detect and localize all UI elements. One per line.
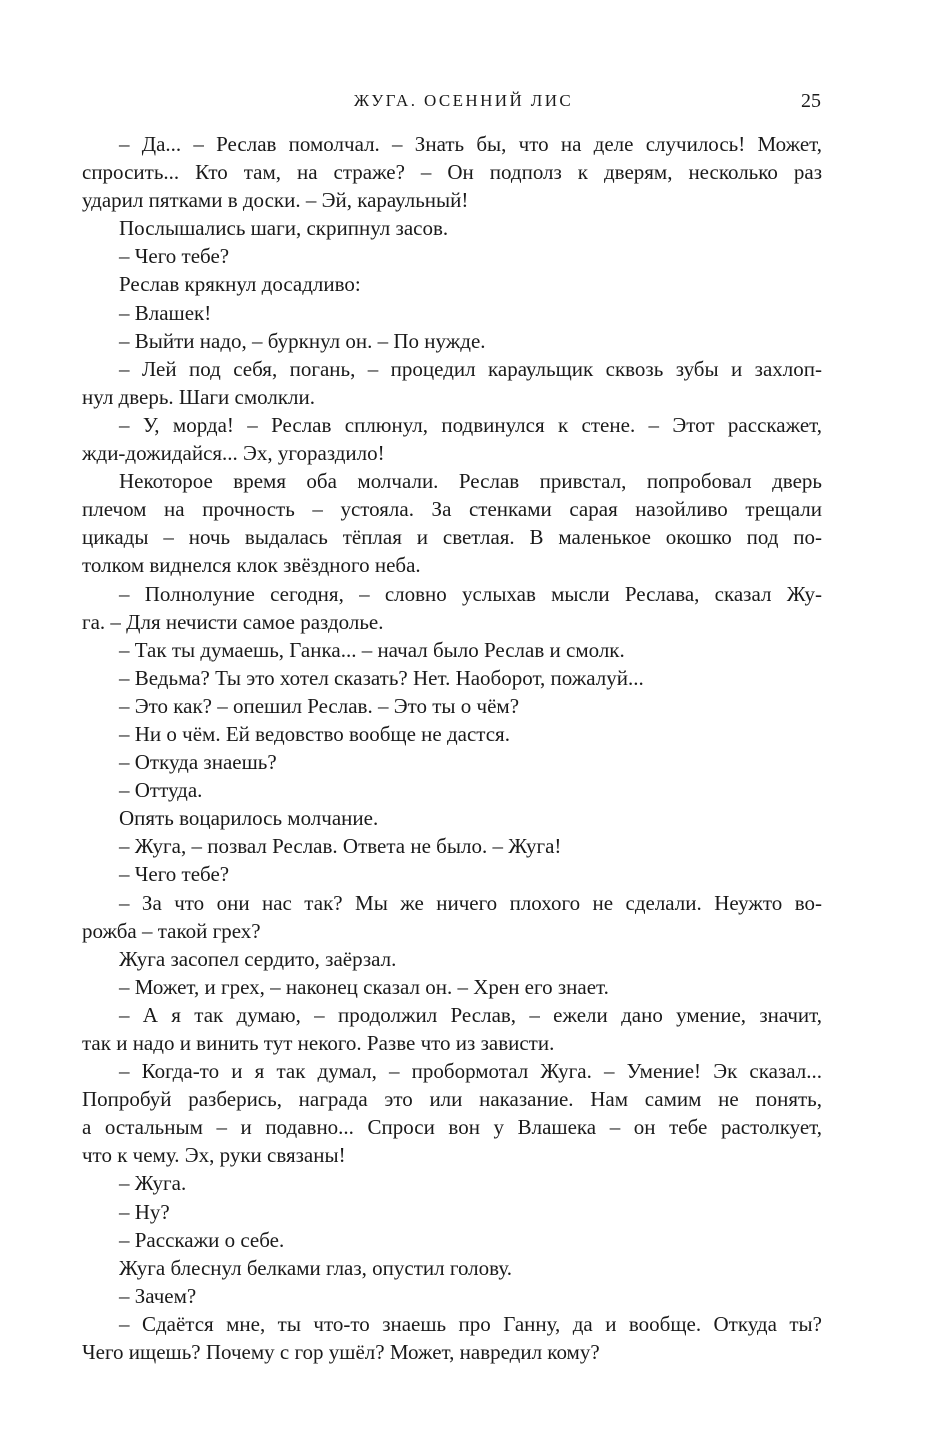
text-line: – Сдаётся мне, ты что-то знаешь про Ганну, да и вообще. Откуда ты? — [119, 1311, 822, 1336]
text-line: – Да... – Реслав помолчал. – Знать бы, что на деле случилось! Может, — [119, 132, 822, 156]
text-line: – Расскажи о себе. — [119, 1227, 285, 1252]
page-header — [0, 86, 927, 116]
text-line: Чего ищешь? Почему с гор ушёл? Может, навредил кому? — [82, 1340, 600, 1365]
body-text — [82, 130, 822, 1366]
text-line: плечом на прочность – устояла. За стенками сарая назойливо трещали — [82, 497, 822, 522]
running-title: ЖУГА. ОСЕННИЙ ЛИС — [353, 91, 574, 110]
text-line: что к чему. Эх, руки связаны! — [82, 1143, 346, 1168]
text-line: – Полнолуние сегодня, – словно услыхав мысли Реслава, сказал Жу- — [119, 581, 822, 606]
text-line: так и надо и винить тут некого. Разве что из зависти. — [82, 1031, 555, 1055]
text-line: рожба – такой грех? — [82, 918, 261, 943]
text-line: – Жуга. — [119, 1171, 187, 1196]
text-line: – Чего тебе? — [119, 244, 230, 269]
text-line: цикады – ночь выдалась тёплая и светлая. В маленькое окошко под по- — [82, 525, 822, 550]
text-line: – А я так думаю, – продолжил Реслав, – ежели дано умение, значит, — [119, 1002, 822, 1027]
text-line: – У, морда! – Реслав сплюнул, подвинулся к стене. – Этот расскажет, — [119, 412, 822, 437]
text-line: Некоторое время оба молчали. Реслав привстал, попробовал дверь — [119, 469, 822, 494]
text-line: – Ни о чём. Ей ведовство вообще не дастся. — [119, 721, 510, 746]
page-number: 25 — [801, 90, 821, 112]
text-line: га. – Для нечисти самое раздолье. — [82, 609, 384, 634]
text-line: Опять воцарилось молчание. — [119, 806, 379, 831]
text-line: – Может, и грех, – наконец сказал он. – Хрен его знает. — [119, 974, 609, 999]
text-line: – Влашек! — [119, 300, 212, 325]
text-line: толком виднелся клок звёздного неба. — [82, 553, 421, 578]
text-line: – Выйти надо, – буркнул он. – По нужде. — [119, 328, 486, 353]
text-line: Жуга засопел сердито, заёрзал. — [119, 946, 397, 971]
text-line: – Лей под себя, погань, – процедил караульщик сквозь зубы и захлоп- — [119, 356, 822, 381]
text-line: – Оттуда. — [119, 778, 203, 803]
text-line: – Ведьма? Ты это хотел сказать? Нет. Наоборот, пожалуй... — [119, 665, 644, 690]
text-line: жди-дожидайся... Эх, угораздило! — [82, 441, 385, 466]
text-line: Жуга блеснул белками глаз, опустил голову. — [119, 1255, 513, 1280]
text-line: – Откуда знаешь? — [119, 750, 277, 775]
text-line: – Это как? – опешил Реслав. – Это ты о чём? — [119, 693, 520, 718]
text-line: Реслав крякнул досадливо: — [119, 272, 361, 297]
text-line: – Чего тебе? — [119, 862, 230, 887]
text-line: спросить... Кто там, на страже? – Он подполз к дверям, несколько раз — [82, 160, 822, 185]
text-line: – За что они нас так? Мы же ничего плохого не сделали. Неужто во- — [119, 890, 822, 915]
text-line: – Зачем? — [119, 1283, 197, 1308]
text-line: Послышались шаги, скрипнул засов. — [119, 216, 449, 241]
text-line: нул дверь. Шаги смолкли. — [82, 384, 316, 409]
text-line: ударил пятками в доски. – Эй, караульный! — [82, 188, 469, 213]
text-line: – Жуга, – позвал Реслав. Ответа не было. – Жуга! — [119, 834, 562, 859]
text-line: – Когда-то и я так думал, – пробормотал Жуга. – Умение! Эк сказал... — [119, 1059, 822, 1084]
text-line: а остальным – и подавно... Спроси вон у Влашека – он тебе растолкует, — [82, 1115, 822, 1140]
text-line: – Ну? — [119, 1199, 170, 1224]
text-line: – Так ты думаешь, Ганка... – начал было Реслав и смолк. — [119, 637, 625, 662]
text-line: Попробуй разберись, награда это или наказание. Нам самим не понять, — [82, 1087, 822, 1112]
